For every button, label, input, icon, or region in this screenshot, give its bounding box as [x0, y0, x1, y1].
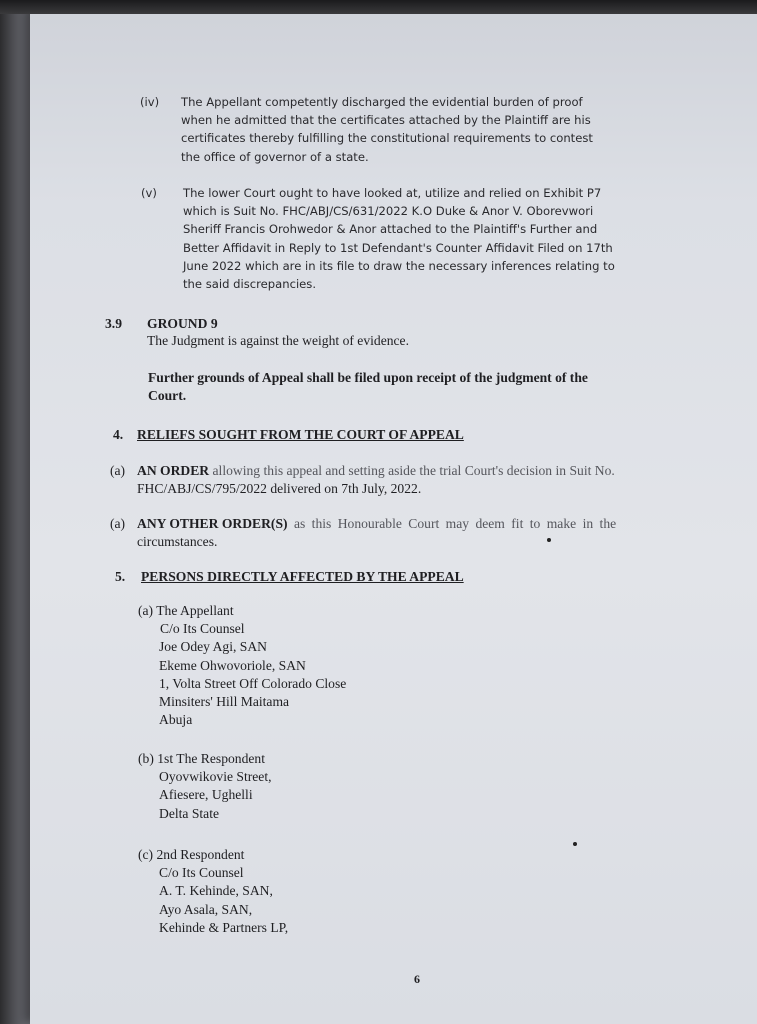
relief-b-marker: (a) [110, 516, 126, 531]
person-b-line: Afiesere, Ughelli [159, 787, 253, 803]
ground9-text: The Judgment is against the weight of evidence. [147, 333, 409, 348]
relief-b-line2: circumstances. [137, 534, 218, 550]
person-c-block [138, 846, 288, 937]
ground9-heading: GROUND 9 [147, 316, 218, 331]
reliefs-heading: RELIEFS SOUGHT FROM THE COURT OF APPEAL [137, 427, 464, 442]
person-c-line: (c) 2nd Respondent [138, 847, 245, 862]
relief-b-rest: as this Honourable Court may deem fit to make in the [287, 516, 617, 531]
item-v-line: Sheriff Francis Orohwedor & Anor attached to the Plaintiff's Further and [183, 222, 598, 237]
item-v-text [183, 184, 683, 293]
item-v-line: Better Affidavit in Reply to 1st Defendant's Counter Affidavit Filed on 17th [183, 240, 613, 255]
relief-b-text [137, 515, 702, 551]
person-a-line: Abuja [159, 712, 193, 728]
person-a-line: Minsiters' Hill Maitama [159, 694, 290, 710]
item-v-line: June 2022 which are in its file to draw the necessary inferences relating to [183, 258, 615, 273]
person-c-line: Kehinde & Partners LP, [159, 919, 289, 935]
item-v-line: the said discrepancies. [183, 277, 317, 292]
ink-speck [547, 538, 551, 542]
further-grounds-line: Further grounds of Appeal shall be filed upon receipt of the judgment of the [148, 370, 588, 385]
person-c-line: C/o Its Counsel [159, 865, 244, 881]
item-iv-line: the office of governor of a state. [181, 149, 369, 164]
item-v-line: The lower Court ought to have looked at, utilize and relied on Exhibit P7 [183, 186, 602, 200]
relief-b-line1 [137, 515, 702, 533]
background-top-edge [0, 0, 757, 14]
further-grounds-note [148, 369, 668, 405]
further-grounds-line: Court. [148, 388, 187, 404]
person-b-line: Oyovwikovie Street, [159, 769, 272, 785]
item-iv-line: The Appellant competently discharged the evidential burden of proof [181, 95, 583, 109]
section-number-4: 4. [113, 427, 124, 442]
item-iv-marker: (iv) [140, 95, 160, 109]
section-number-3-9: 3.9 [105, 316, 122, 331]
person-b-block [138, 750, 272, 823]
relief-a-rest: allowing this appeal and setting aside the trial Court's decision in Suit No. [209, 463, 615, 478]
person-a-line: Ekeme Ohwovoriole, SAN [159, 657, 306, 673]
page-number: 6 [414, 972, 420, 986]
person-a-line: C/o Its Counsel [160, 621, 245, 637]
section-number-5: 5. [115, 569, 126, 584]
person-c-line: A. T. Kehinde, SAN, [159, 883, 273, 899]
person-a-line: 1, Volta Street Off Colorado Close [159, 675, 347, 691]
person-a-line: (a) The Appellant [138, 603, 234, 618]
person-c-line: Ayo Asala, SAN, [159, 901, 253, 917]
ink-speck [573, 842, 577, 846]
relief-a-marker: (a) [110, 463, 126, 478]
relief-a-line1 [137, 462, 697, 480]
relief-a-text [137, 462, 697, 498]
item-iv-line: when he admitted that the certificates attached by the Plaintiff are his [181, 113, 591, 128]
item-v-marker: (v) [141, 186, 157, 200]
person-b-line: (b) 1st The Respondent [138, 751, 265, 766]
item-v-line: which is Suit No. FHC/ABJ/CS/631/2022 K.O Duke & Anor V. Oborevwori [183, 204, 594, 219]
relief-a-bold: AN ORDER [137, 463, 210, 478]
relief-a-line2: FHC/ABJ/CS/795/2022 delivered on 7th July, 2022. [137, 481, 422, 497]
item-iv-text [181, 93, 681, 166]
person-b-line: Delta State [159, 805, 220, 821]
persons-heading: PERSONS DIRECTLY AFFECTED BY THE APPEAL [141, 569, 464, 584]
person-a-line: Joe Odey Agi, SAN [159, 639, 267, 655]
item-iv-line: certificates thereby fulfilling the constitutional requirements to contest [181, 131, 593, 146]
person-a-block [138, 602, 346, 729]
relief-b-bold: ANY OTHER ORDER(S) [137, 516, 288, 531]
